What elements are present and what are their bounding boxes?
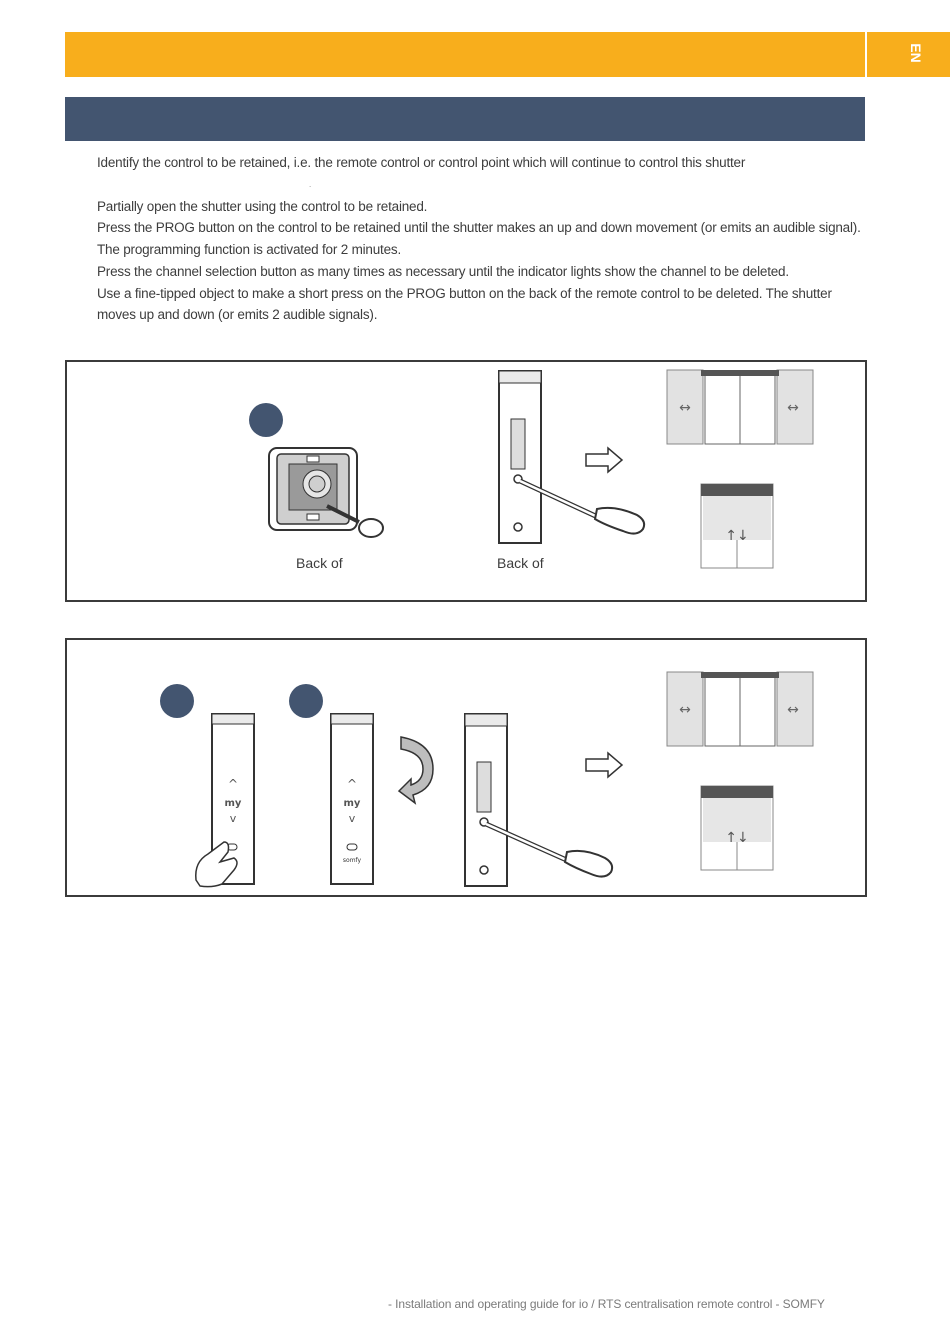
instruction-dot: . bbox=[309, 179, 312, 189]
page-footer: - Installation and operating guide for io / RTS centralisation remote control - SOMFY bbox=[388, 1297, 825, 1311]
roller-shutter-illustration bbox=[701, 786, 775, 872]
svg-text:↔: ↔ bbox=[787, 702, 799, 718]
my-button-label: my bbox=[224, 798, 242, 809]
step-badge bbox=[249, 403, 283, 437]
swing-shutter-illustration bbox=[667, 672, 813, 748]
illustration-panel-2 bbox=[65, 638, 867, 897]
svg-text:↑↓: ↑↓ bbox=[725, 528, 749, 544]
roller-shutter-illustration bbox=[701, 484, 775, 570]
remote-back-illustration bbox=[497, 369, 657, 549]
header-orange-bar bbox=[65, 32, 865, 77]
wall-control-back-illustration bbox=[267, 442, 397, 542]
my-button-label: my bbox=[343, 798, 361, 809]
step-badge bbox=[160, 684, 194, 718]
language-label: EN bbox=[908, 43, 924, 63]
instruction-line: Use a fine-tipped object to make a short press on the PROG button on the back of the remote control to be deleted. The shutter moves up and down (or emits 2 audible signals). bbox=[97, 285, 832, 323]
remote-back-illustration bbox=[463, 712, 623, 892]
instructions bbox=[97, 152, 867, 326]
arrow-right-icon bbox=[584, 752, 624, 778]
remote-front-illustration bbox=[329, 712, 375, 892]
rotate-arrow-icon bbox=[397, 735, 437, 805]
instruction-line: The programming function is activated for 2 minutes. bbox=[97, 242, 401, 258]
instruction-line: Partially open the shutter using the control to be retained. bbox=[97, 198, 428, 214]
instruction-line: Press the PROG button on the control to be retained until the shutter makes an up and down movement (or emits an audible signal). bbox=[97, 220, 861, 236]
remote-front-illustration bbox=[194, 712, 264, 892]
brand-label: somfy bbox=[342, 857, 362, 864]
section-title-bar bbox=[65, 97, 865, 141]
svg-text:↑↓: ↑↓ bbox=[725, 830, 749, 846]
step-badge bbox=[289, 684, 323, 718]
svg-text:v: v bbox=[229, 812, 237, 825]
svg-text:↔: ↔ bbox=[679, 400, 691, 416]
language-tab bbox=[867, 32, 950, 77]
caption-back-of-wall: Back of bbox=[296, 555, 343, 571]
instruction-line: Press the channel selection button as many times as necessary until the indicator lights show the channel to be deleted. bbox=[97, 263, 789, 279]
caption-back-of-remote: Back of bbox=[497, 555, 544, 571]
swing-shutter-illustration bbox=[667, 370, 813, 446]
svg-text:^: ^ bbox=[227, 777, 239, 791]
svg-text:v: v bbox=[348, 812, 356, 825]
svg-text:^: ^ bbox=[346, 777, 358, 791]
svg-text:↔: ↔ bbox=[787, 400, 799, 416]
svg-text:↔: ↔ bbox=[679, 702, 691, 718]
instruction-line: Identify the control to be retained, i.e. the remote control or control point which will continue to control this shutter bbox=[97, 155, 746, 170]
arrow-right-icon bbox=[584, 447, 624, 473]
illustration-panel-1 bbox=[65, 360, 867, 602]
